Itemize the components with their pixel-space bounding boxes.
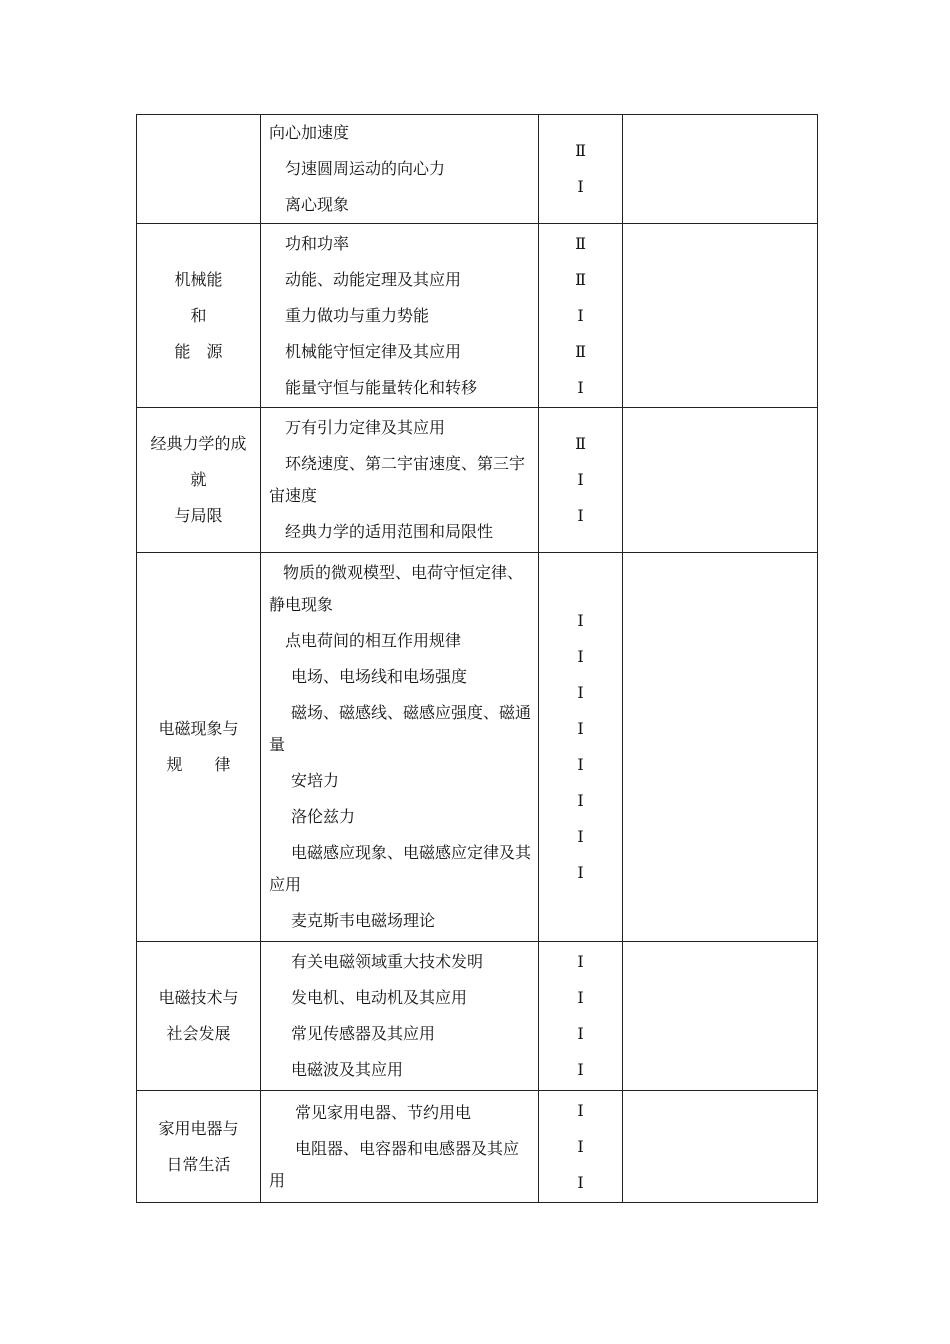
level-cell <box>539 224 623 408</box>
notes-cell <box>623 942 818 1091</box>
content-item: 发电机、电动机及其应用 <box>291 988 468 1007</box>
section-row <box>137 553 818 942</box>
level-mark: Ⅰ <box>577 755 584 774</box>
notes-cell <box>623 553 818 942</box>
topic-line: 日常生活 <box>166 1154 231 1174</box>
content-item: 电阻器、电容器和电感器及其应用 <box>269 1138 520 1190</box>
level-mark: Ⅰ <box>577 611 584 630</box>
content-item: 离心现象 <box>285 195 350 214</box>
notes-cell <box>623 115 818 224</box>
topic-cell <box>137 1091 261 1203</box>
content-item: 能量守恒与能量转化和转移 <box>285 377 478 397</box>
level-list <box>539 133 622 205</box>
level-mark: Ⅰ <box>577 683 584 702</box>
level-cell <box>539 942 623 1091</box>
content-cell <box>261 942 539 1091</box>
notes-cell <box>623 408 818 553</box>
level-mark: Ⅱ <box>575 233 586 253</box>
topic-line: 电磁技术与 <box>158 988 239 1007</box>
content-item: 功和功率 <box>285 233 350 253</box>
level-mark: Ⅰ <box>577 791 584 810</box>
topic-line: 与局限 <box>174 506 223 525</box>
content-item: 匀速圆周运动的向心力 <box>285 159 446 178</box>
level-mark: Ⅰ <box>577 719 584 738</box>
topic-cell <box>137 942 261 1091</box>
level-mark: Ⅱ <box>575 434 586 453</box>
content-list <box>261 115 538 223</box>
content-item: 电场、电场线和电场强度 <box>291 667 468 686</box>
topic-line: 和 <box>190 305 207 325</box>
level-mark: Ⅰ <box>577 827 584 846</box>
level-mark: Ⅰ <box>577 952 584 971</box>
level-mark: Ⅱ <box>575 269 586 289</box>
content-item: 有关电磁领域重大技术发明 <box>291 952 484 971</box>
section-row <box>137 1091 818 1203</box>
content-item: 磁场、磁感线、磁感应强度、磁通量 <box>269 703 532 754</box>
content-item: 向心加速度 <box>269 123 350 142</box>
section-row <box>137 115 818 224</box>
level-cell <box>539 553 623 942</box>
level-mark: Ⅰ <box>577 305 584 325</box>
notes-cell <box>623 224 818 408</box>
topic-line: 家用电器与 <box>158 1118 239 1138</box>
content-cell <box>261 553 539 942</box>
content-cell <box>261 1091 539 1203</box>
topic-line: 机械能 <box>174 269 223 289</box>
topic-line: 电磁现象与 <box>158 719 239 738</box>
level-cell <box>539 408 623 553</box>
level-list <box>539 1093 622 1201</box>
level-mark: Ⅰ <box>577 647 584 666</box>
level-mark: Ⅰ <box>577 177 584 196</box>
syllabus-table-body <box>137 115 818 1203</box>
topic-cell <box>137 115 261 224</box>
level-mark: Ⅰ <box>577 1024 584 1043</box>
topic-line: 经典力学的成 <box>150 434 247 453</box>
content-item: 机械能守恒定律及其应用 <box>285 341 462 361</box>
level-mark: Ⅰ <box>577 1100 584 1120</box>
content-item: 万有引力定律及其应用 <box>285 418 446 437</box>
level-mark: Ⅰ <box>577 506 584 525</box>
topic-cell <box>137 408 261 553</box>
level-list <box>539 603 622 891</box>
content-list <box>261 944 538 1088</box>
content-item: 点电荷间的相互作用规律 <box>285 631 462 650</box>
level-list <box>539 944 622 1088</box>
level-mark: Ⅰ <box>577 1172 584 1192</box>
level-cell <box>539 1091 623 1203</box>
content-item: 电磁感应现象、电磁感应定律及其应用 <box>269 843 532 894</box>
content-item: 洛伦兹力 <box>291 807 356 826</box>
content-list <box>261 1095 538 1199</box>
content-item: 环绕速度、第二宇宙速度、第三宇宙速度 <box>269 454 526 505</box>
section-row <box>137 408 818 553</box>
content-item: 常见家用电器、节约用电 <box>295 1102 472 1122</box>
topic-cell <box>137 224 261 408</box>
content-cell <box>261 224 539 408</box>
level-mark: Ⅰ <box>577 1136 584 1156</box>
level-list <box>539 226 622 406</box>
section-row <box>137 224 818 408</box>
level-mark: Ⅱ <box>575 141 586 160</box>
topic-line: 就 <box>190 470 207 489</box>
level-mark: Ⅱ <box>575 341 586 361</box>
level-mark: Ⅰ <box>577 470 584 489</box>
content-cell <box>261 115 539 224</box>
level-mark: Ⅰ <box>577 988 584 1007</box>
content-item: 物质的微观模型、电荷守恒定律、静电现象 <box>269 563 524 614</box>
content-item: 常见传感器及其应用 <box>291 1024 436 1043</box>
notes-cell <box>623 1091 818 1203</box>
level-mark: Ⅰ <box>577 1060 584 1079</box>
level-mark: Ⅰ <box>577 863 584 882</box>
topic-line: 规 律 <box>166 755 231 774</box>
topic-line: 能 源 <box>174 341 223 361</box>
content-list <box>261 410 538 550</box>
topic-cell <box>137 553 261 942</box>
content-item: 电磁波及其应用 <box>291 1060 404 1079</box>
content-list <box>261 555 538 939</box>
content-item: 动能、动能定理及其应用 <box>285 269 462 289</box>
content-item: 麦克斯韦电磁场理论 <box>291 911 436 930</box>
content-item: 安培力 <box>291 771 340 790</box>
level-mark: Ⅰ <box>577 377 584 397</box>
section-row <box>137 942 818 1091</box>
level-list <box>539 426 622 534</box>
content-list <box>261 226 538 406</box>
content-item: 经典力学的适用范围和局限性 <box>285 522 494 541</box>
topic-line: 社会发展 <box>166 1024 231 1043</box>
syllabus-table <box>136 114 818 1203</box>
content-item: 重力做功与重力势能 <box>285 305 430 325</box>
level-cell <box>539 115 623 224</box>
content-cell <box>261 408 539 553</box>
